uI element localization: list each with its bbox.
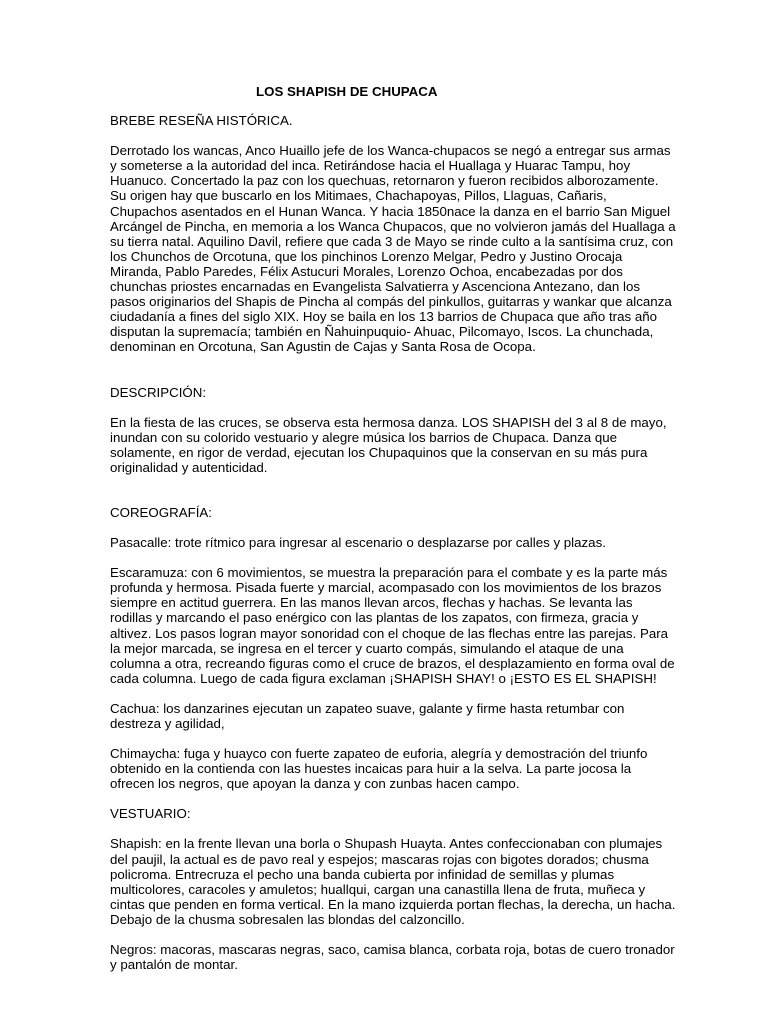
costume-shapish: Shapish: en la frente llevan una borla o Shupash Huayta. Antes confeccionaban con plumajes del paujil, la actual es de pavo real y espejos; mascaras rojas con bigotes dorados; chusma policroma. Entrecruza el pecho una banda cubierta por infinidad de semillas y plumas multicolores, caracoles y amuletos; huallqui, cargan una canastilla llena de fruta, muñeca y cintas que penden en forma vertical. En la mano izquierda portan flechas, la derecha, un hacha. Debajo de la chusma sobresalen las blondas del calzoncillo. xyxy=(110,836,676,927)
choreography-chimaycha: Chimaycha: fuga y huayco con fuerte zapateo de euforia, alegría y demostración del triunfo obtenido en la contienda con las huestes incaicas para huir a la selva. La parte jocosa la ofrecen los negros, que apoyan la danza y con zunbas hacen campo. xyxy=(110,746,648,792)
section-heading-costume: VESTUARIO: xyxy=(110,806,191,822)
document-title: LOS SHAPISH DE CHUPACA xyxy=(256,84,438,99)
section-heading-choreography: COREOGRAFÍA: xyxy=(110,504,212,520)
section-heading-history: BREBE RESEÑA HISTÓRICA. xyxy=(110,113,293,129)
description-paragraph: En la fiesta de las cruces, se observa esta hermosa danza. LOS SHAPISH del 3 al 8 de mayo, inundan con su colorido vestuario y alegre música los barrios de Chupaca. Danza que solamente, en rigor de verdad, ejecutan los Chupaquinos que la conservan en su más pura originalidad y autenticidad. xyxy=(110,414,667,475)
choreography-escaramuza: Escaramuza: con 6 movimientos, se muestra la preparación para el combate y es la parte más profunda y hermosa. Pisada fuerte y marcial, acompasado con los movimientos de los brazos siempre en actitud guerrera. En las manos llevan arcos, flechas y hachas. Se levanta las rodillas y marcando el paso enérgico con las plantas de los zapatos, con firmeza, gracia y altivez. Los pasos logran mayor sonoridad con el choque de las flechas entre las parejas. Para la mejor marcada, se ingresa en el tercer y cuarto compás, simulando el ataque de una columna a otra, recreando figuras como el cruce de brazos, el desplazamiento en forma oval de cada columna. Luego de cada figura exclaman ¡SHAPISH SHAY! o ¡ESTO ES EL SHAPISH! xyxy=(110,565,675,686)
costume-negros: Negros: macoras, mascaras negras, saco, camisa blanca, corbata roja, botas de cuero tronador y pantalón de montar. xyxy=(110,942,675,973)
choreography-pasacalle: Pasacalle: trote rítmico para ingresar al escenario o desplazarse por calles y plazas. xyxy=(110,535,606,551)
section-heading-description: DESCRIPCIÓN: xyxy=(110,384,207,400)
history-paragraph: Derrotado los wancas, Anco Huaillo jefe de los Wanca-chupacos se negó a entregar sus armas y someterse a la autoridad del inca. Retirándose hacia el Huallaga y Huarac Tampu, hoy Huanuco. Concertado la paz con los quechuas, retornaron y fueron recibidos alborozamente. Su origen hay que buscarlo en los Mitimaes, Chachapoyas, Pillos, Llaguas, Cañaris, Chupachos asentados en el Hunan Wanca. Y hacia 1850nace la danza en el barrio San Miguel Arcángel de Pincha, en memoria a los Wanca Chupacos, que no volvieron jamás del Huallaga a su tierra natal. Aquilino Davil, refiere que cada 3 de Mayo se rinde culto a la santísima cruz, con los Chunchos de Orcotuna, que los pinchinos Lorenzo Melgar, Pedro y Justino Orocaja Miranda, Pablo Paredes, Félix Astucuri Morales, Lorenzo Ochoa, encabezadas por dos chunchas priostes encarnadas en Evangelista Salvatierra y Ascenciona Antezano, dan los pasos originarios del Shapis de Pincha al compás del pinkullos, guitarras y wankar que alcanza ciudadanía a fines del siglo XIX. Hoy se baila en los 13 barrios de Chupaca que año tras año disputan la supremacía; también en Ñahuinpuquio- Ahuac, Pilcomayo, Iscos. La chunchada, denominan en Orcotuna, San Agustin de Cajas y Santa Rosa de Ocopa. xyxy=(110,143,676,355)
choreography-cachua: Cachua: los danzarines ejecutan un zapateo suave, galante y firme hasta retumbar con destreza y agilidad, xyxy=(110,700,625,731)
